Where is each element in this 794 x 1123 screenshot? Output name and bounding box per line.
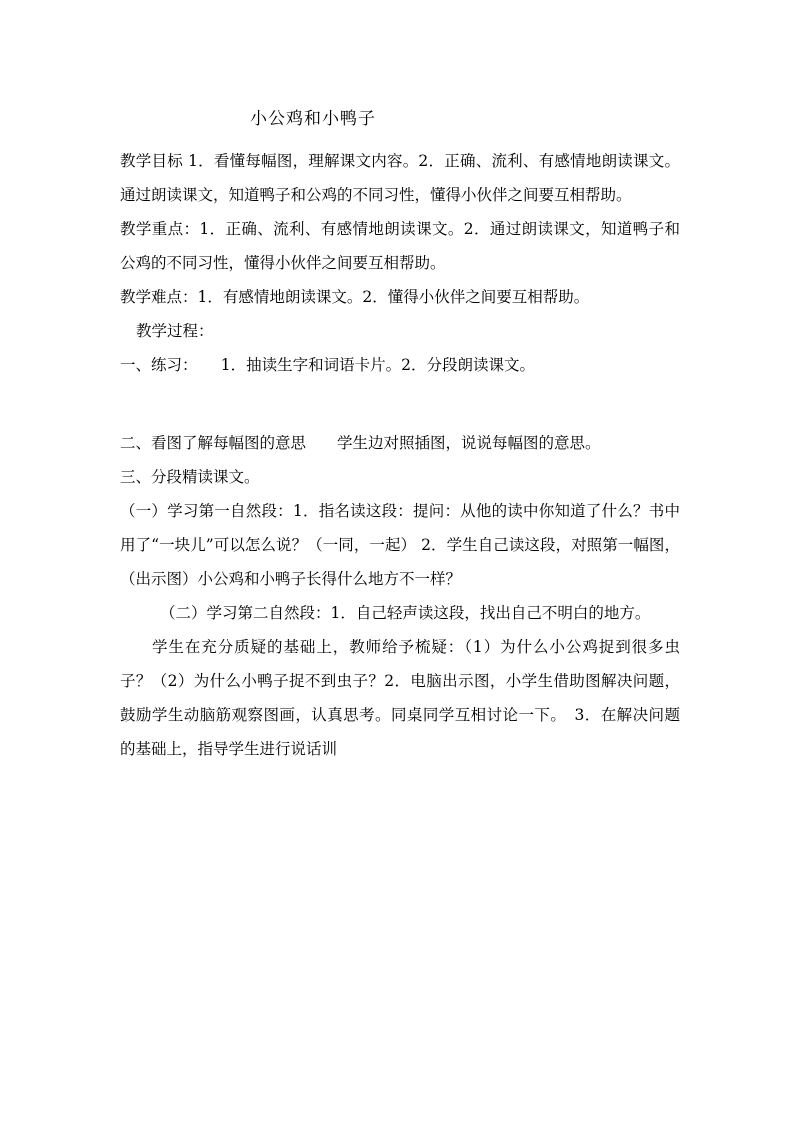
paragraph-second-section: （二）学习第二自然段：1．自己轻声读这段，找出自己不明白的地方。: [160, 604, 651, 622]
document-title: 小公鸡和小鸭子: [250, 109, 376, 129]
paragraph-read-sections: 三、分段精读课文。: [120, 468, 260, 486]
paragraph-teaching-difficulty: 教学难点：1．有感情地朗读课文。2．懂得小伙伴之间要互相帮助。: [120, 288, 590, 306]
paragraph-first-section: （一）学习第一自然段：1．指名读这段：提问：从他的读中你知道了什么？书中用了“一块儿”可以怎么说？（一同，一起） 2．学生自己读这段，对照第一幅图，（出示图）小公鸡和小鸭子长得什么地方不一样？: [120, 502, 680, 588]
paragraph-teaching-process: 教学过程：: [136, 322, 214, 340]
paragraph-teaching-goals: 教学目标 1．看懂每幅图，理解课文内容。2．正确、流利、有感情地朗读课文。通过朗读课文，知道鸭子和公鸡的不同习性，懂得小伙伴之间要互相帮助。: [120, 152, 680, 204]
spacer: [120, 382, 680, 426]
paragraph-teaching-focus: 教学重点：1．正确、流利、有感情地朗读课文。2．通过朗读课文，知道鸭子和公鸡的不同习性，懂得小伙伴之间要互相帮助。: [120, 220, 680, 272]
document-body: [120, 144, 680, 766]
paragraph-view-pictures: 二、看图了解每幅图的意思 学生边对照插图，说说每幅图的意思。: [120, 434, 601, 452]
paragraph-questions: 学生在充分质疑的基础上，教师给予梳疑：（1）为什么小公鸡捉到很多虫子？（2）为什么小鸭子捉不到虫子？2．电脑出示图，小学生借助图解决问题，鼓励学生动脑筋观察图画，认真思考。同桌同学互相讨论一下。 3．在解决问题的基础上，指导学生进行说话训: [120, 638, 680, 758]
paragraph-practice: 一、练习： 1．抽读生字和词语卡片。2．分段朗读课文。: [120, 356, 535, 374]
